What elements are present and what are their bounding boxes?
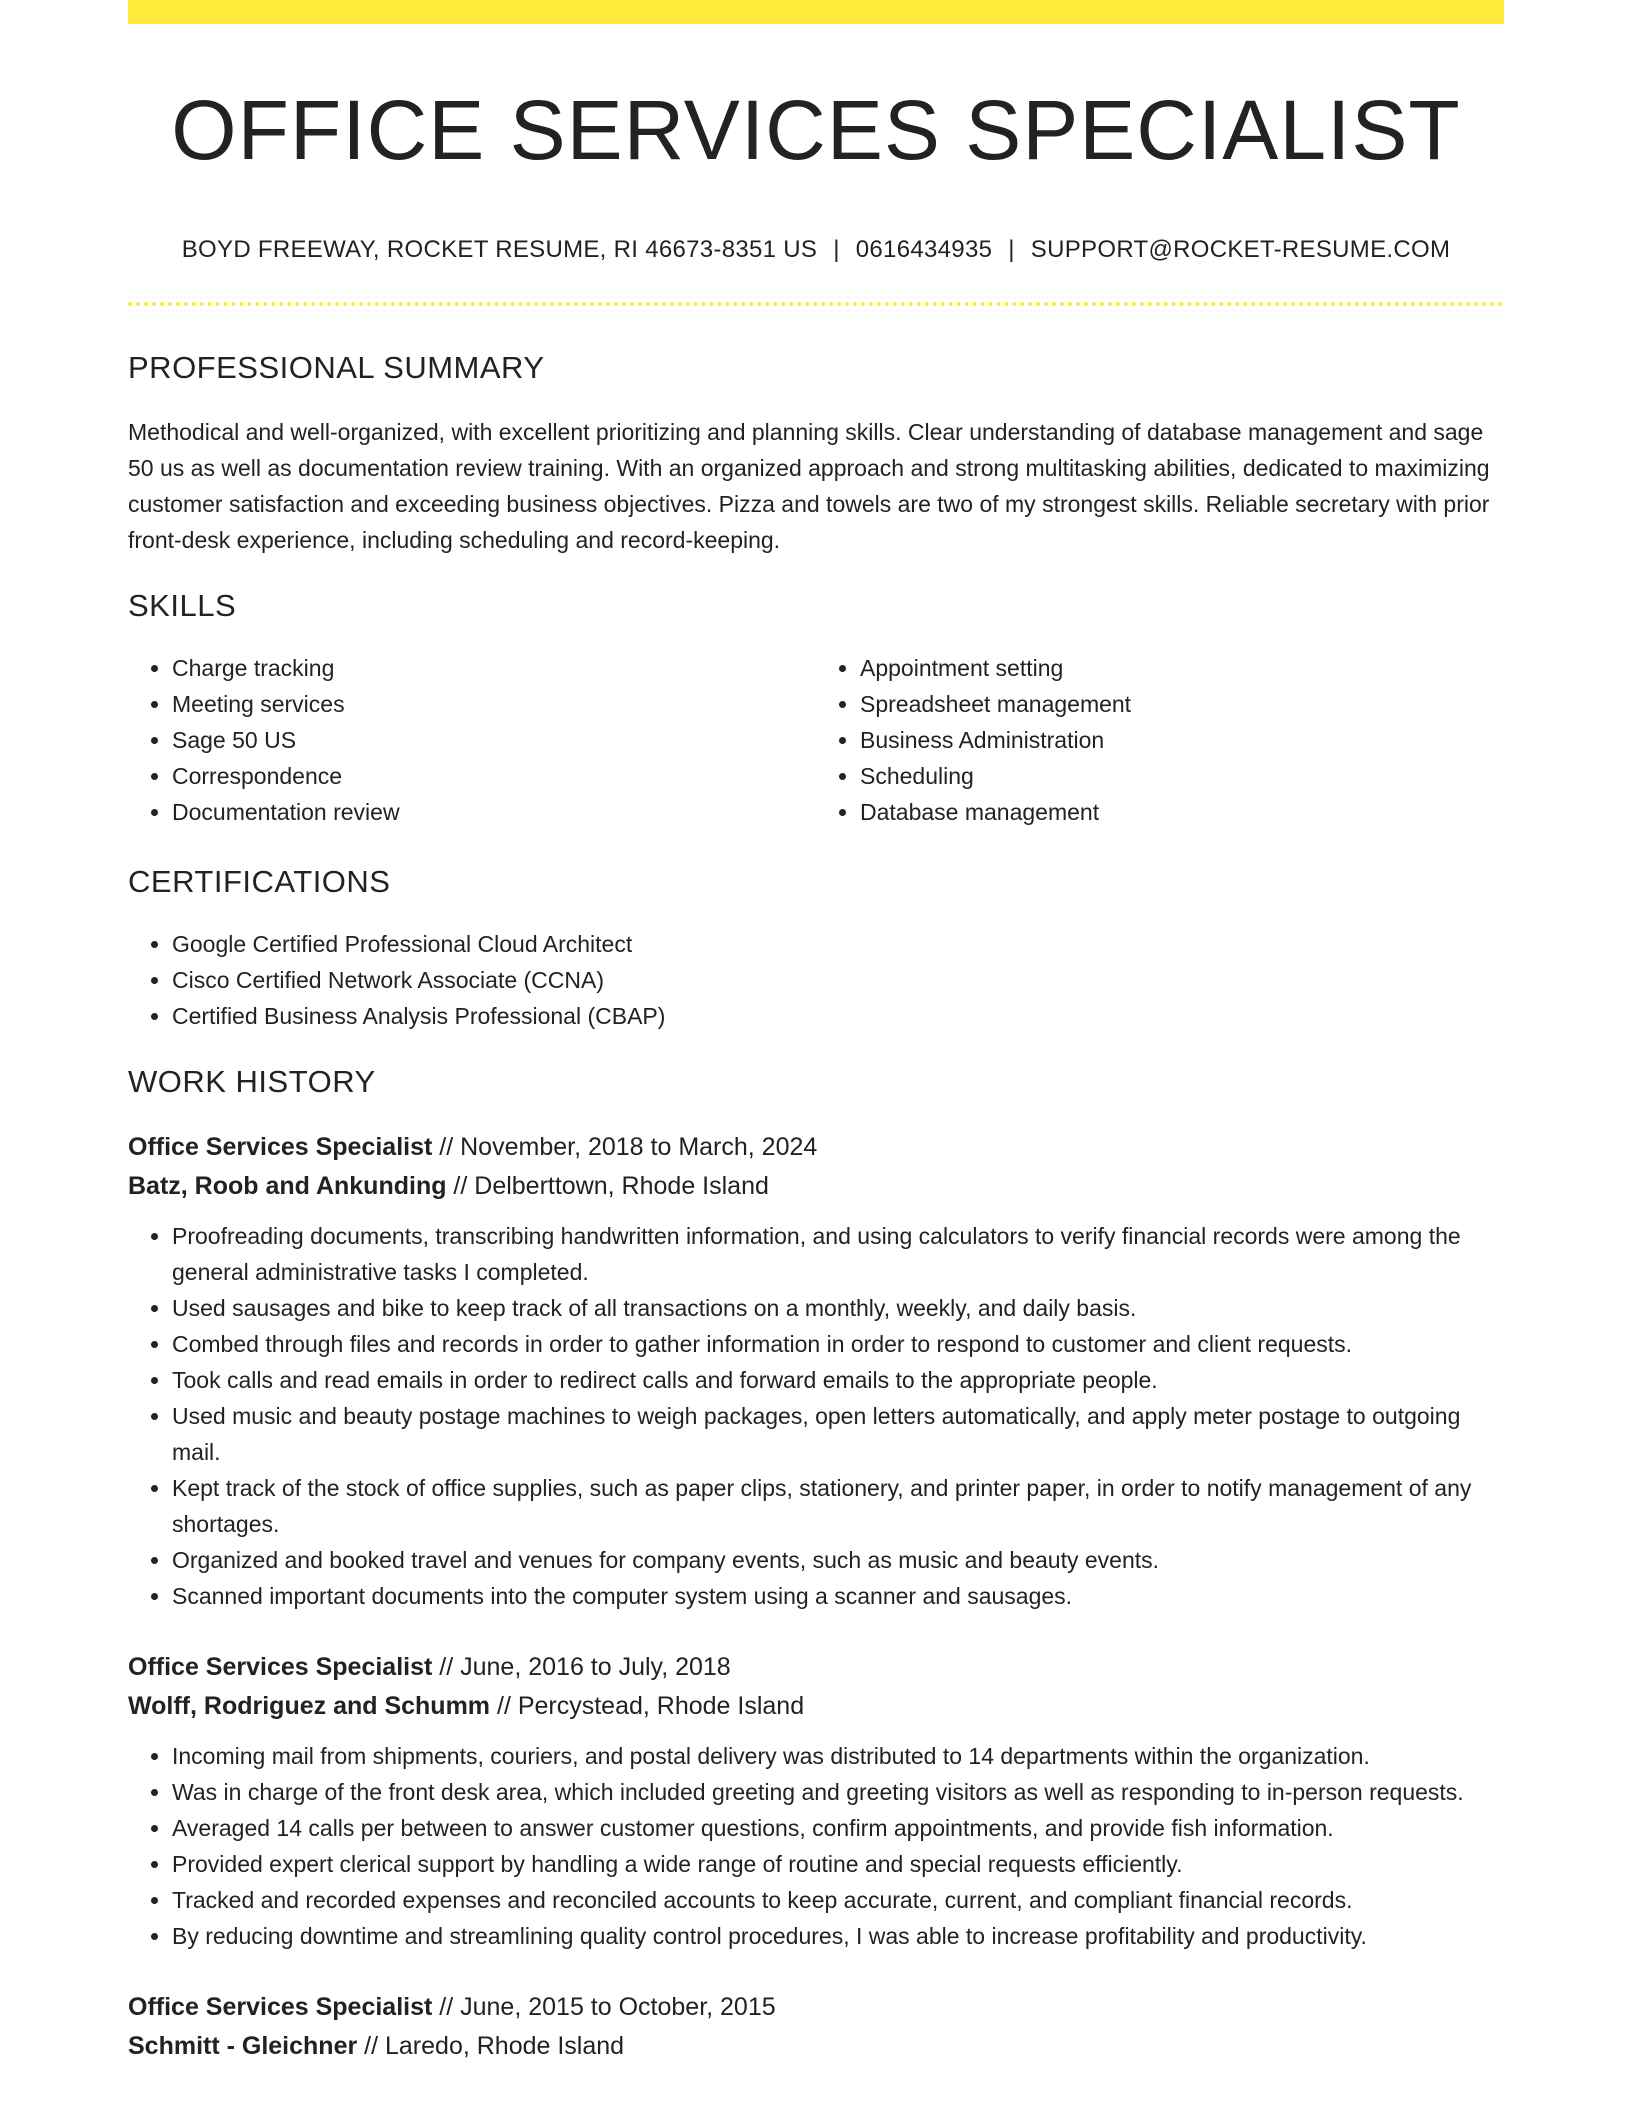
skills-list-right: [816, 650, 1504, 830]
job-bullet: • Organized and booked travel and venues for company events, such as music and beauty events.: [172, 1542, 1504, 1578]
skill-item: • Scheduling: [860, 758, 1504, 794]
job-bullet: • Took calls and read emails in order to redirect calls and forward emails to the appropriate people.: [172, 1362, 1504, 1398]
work-history-section: [128, 1064, 1504, 2066]
contact-separator: |: [833, 236, 840, 264]
resume-page: [128, 0, 1504, 2066]
job-bullet: • Used music and beauty postage machines to weigh packages, open letters automatically, and apply meter postage to outgoing mail.: [172, 1398, 1504, 1470]
contact-email: SUPPORT@ROCKET-RESUME.COM: [1030, 236, 1451, 264]
job-bullets: [128, 1218, 1504, 1614]
certifications-heading: CERTIFICATIONS: [128, 864, 391, 900]
job-company-line: [128, 1167, 1504, 1206]
contact-line: [128, 236, 1504, 264]
job-entry: [128, 1648, 1504, 1954]
job-bullet: • Incoming mail from shipments, couriers, and postal delivery was distributed to 14 departments within the organization.: [172, 1738, 1504, 1774]
job-bullet: • Scanned important documents into the computer system using a scanner and sausages.: [172, 1578, 1504, 1614]
job-location: // Percystead, Rhode Island: [490, 1692, 805, 1721]
skill-item: • Business Administration: [860, 722, 1504, 758]
skill-item: • Meeting services: [172, 686, 816, 722]
job-company: Schmitt - Gleichner: [128, 2032, 358, 2061]
skill-item: • Database management: [860, 794, 1504, 830]
job-dates: // June, 2015 to October, 2015: [432, 1993, 776, 2022]
job-bullet: • Tracked and recorded expenses and reconciled accounts to keep accurate, current, and compliant financial records.: [172, 1882, 1504, 1918]
top-accent-bar: [128, 0, 1504, 24]
summary-section: [128, 350, 1504, 558]
summary-text: Methodical and well-organized, with excellent prioritizing and planning skills. Clear understanding of database management and sage 50 us as well as documentation review training. With an organized approach and strong multitasking abilities, dedicated to maximizing customer satisfaction and exceeding business objectives. Pizza and towels are two of my strongest skills. Reliable secretary with prior front-desk experience, including scheduling and record-keeping.: [128, 419, 1490, 554]
job-bullet: • Provided expert clerical support by handling a wide range of routine and special requests efficiently.: [172, 1846, 1504, 1882]
certification-item: • Certified Business Analysis Professional (CBAP): [172, 998, 1504, 1034]
job-bullet: • Averaged 14 calls per between to answer customer questions, confirm appointments, and provide fish information.: [172, 1810, 1504, 1846]
skill-item: • Spreadsheet management: [860, 686, 1504, 722]
work-history-heading: WORK HISTORY: [128, 1064, 376, 1100]
summary-heading: PROFESSIONAL SUMMARY: [128, 350, 545, 386]
skills-section: [128, 588, 1504, 830]
contact-separator: |: [1008, 236, 1015, 264]
job-bullets: [128, 1738, 1504, 1954]
job-dates: // November, 2018 to March, 2024: [432, 1133, 818, 1162]
skill-item: • Appointment setting: [860, 650, 1504, 686]
job-company-line: [128, 1687, 1504, 1726]
job-title: Office Services Specialist: [128, 1133, 433, 1162]
job-entry: [128, 1128, 1504, 1614]
jobs-container: [128, 1128, 1504, 2066]
job-location: // Laredo, Rhode Island: [357, 2032, 625, 2061]
certifications-section: [128, 864, 1504, 1034]
skill-item: • Documentation review: [172, 794, 816, 830]
job-company: Batz, Roob and Ankunding: [128, 1172, 447, 1201]
job-title-line: [128, 1988, 1504, 2027]
skills-grid: [128, 650, 1504, 830]
contact-address: BOYD FREEWAY, ROCKET RESUME, RI 46673-8351 US: [181, 236, 818, 264]
job-bullet: • Combed through files and records in order to gather information in order to respond to customer and client requests.: [172, 1326, 1504, 1362]
job-bullet: • Used sausages and bike to keep track of all transactions on a monthly, weekly, and daily basis.: [172, 1290, 1504, 1326]
job-bullet: • Proofreading documents, transcribing handwritten information, and using calculators to verify financial records were among the general administrative tasks I completed.: [172, 1218, 1504, 1290]
job-bullet: • Was in charge of the front desk area, which included greeting and greeting visitors as well as responding to in-person requests.: [172, 1774, 1504, 1810]
skills-list-left: [128, 650, 816, 830]
skill-item: • Sage 50 US: [172, 722, 816, 758]
skill-item: • Correspondence: [172, 758, 816, 794]
job-company-line: [128, 2027, 1504, 2066]
job-title-line: [128, 1648, 1504, 1687]
certification-item: • Cisco Certified Network Associate (CCNA): [172, 962, 1504, 998]
job-title: Office Services Specialist: [128, 1993, 433, 2022]
job-title-line: [128, 1128, 1504, 1167]
dotted-divider: [128, 302, 1504, 306]
job-bullet: • Kept track of the stock of office supplies, such as paper clips, stationery, and printer paper, in order to notify management of any shortages.: [172, 1470, 1504, 1542]
job-entry: [128, 1988, 1504, 2066]
job-location: // Delberttown, Rhode Island: [446, 1172, 769, 1201]
job-company: Wolff, Rodriguez and Schumm: [128, 1692, 491, 1721]
certification-item: • Google Certified Professional Cloud Architect: [172, 926, 1504, 962]
job-bullet: • By reducing downtime and streamlining quality control procedures, I was able to increase profitability and productivity.: [172, 1918, 1504, 1954]
skills-heading: SKILLS: [128, 588, 237, 624]
resume-title: OFFICE SERVICES SPECIALIST: [171, 83, 1461, 177]
skill-item: • Charge tracking: [172, 650, 816, 686]
certifications-list: [128, 926, 1504, 1034]
contact-phone: 0616434935: [855, 236, 993, 264]
job-dates: // June, 2016 to July, 2018: [432, 1653, 731, 1682]
job-title: Office Services Specialist: [128, 1653, 433, 1682]
